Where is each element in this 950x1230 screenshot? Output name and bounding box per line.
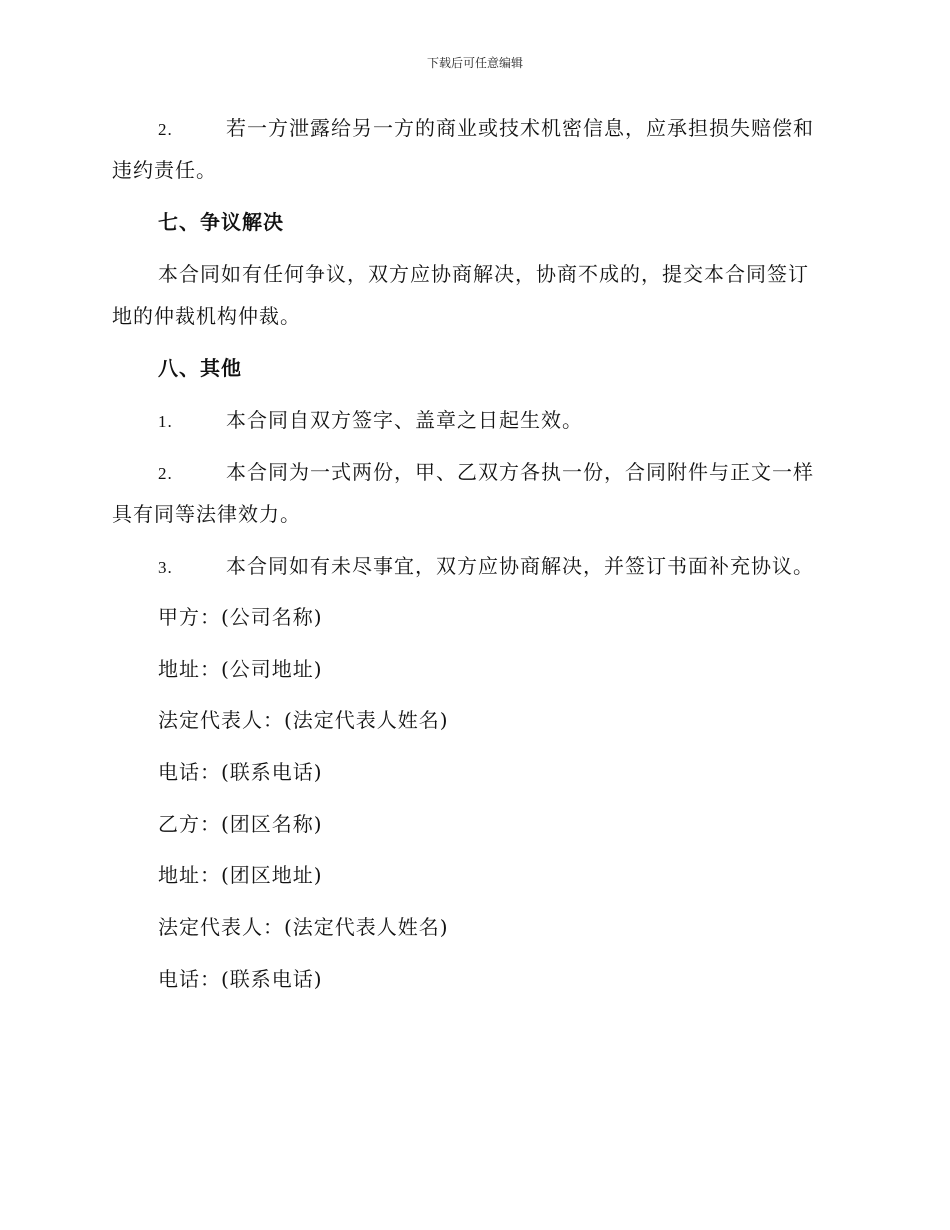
item-number: 3. [158,558,173,577]
item-text: 本合同如有未尽事宜，双方应协商解决，并签订书面补充协议。 [226,554,814,578]
party-a-name: 甲方：(公司名称) [158,605,323,629]
party-b-phone: 电话：(联系电话) [158,967,323,991]
party-a-phone: 电话：(联系电话) [158,760,323,784]
list-item-continuation: 具有同等法律效力。 [112,502,301,526]
list-item-1 [158,407,583,435]
party-a-representative: 法定代表人：(法定代表人姓名) [158,708,449,732]
item-text: 本合同为一式两份，甲、乙双方各执一份，合同附件与正文一样 [226,460,814,484]
page-header: 下载后可任意编辑 [426,56,523,70]
item-number: 1. [158,412,173,431]
item-text: 本合同自双方签字、盖章之日起生效。 [226,408,583,432]
paragraph-line: 地的仲裁机构仲裁。 [112,304,301,328]
list-item-2 [158,459,814,487]
item-number: 2. [158,464,173,483]
paragraph-line: 本合同如有任何争议，双方应协商解决，协商不成的，提交本合同签订 [158,262,809,286]
section-heading-7: 七、争议解决 [158,210,284,234]
section-heading-8: 八、其他 [158,356,242,380]
party-b-address: 地址：(团区地址) [158,863,323,887]
clause-item-2 [158,115,814,143]
list-item-3 [158,553,814,581]
clause-continuation: 违约责任。 [112,158,217,182]
party-b-name: 乙方：(团区名称) [158,812,323,836]
party-b-representative: 法定代表人：(法定代表人姓名) [158,915,449,939]
item-text: 若一方泄露给另一方的商业或技术机密信息，应承担损失赔偿和 [226,116,814,140]
item-number: 2. [158,120,173,139]
party-a-address: 地址：(公司地址) [158,657,323,681]
